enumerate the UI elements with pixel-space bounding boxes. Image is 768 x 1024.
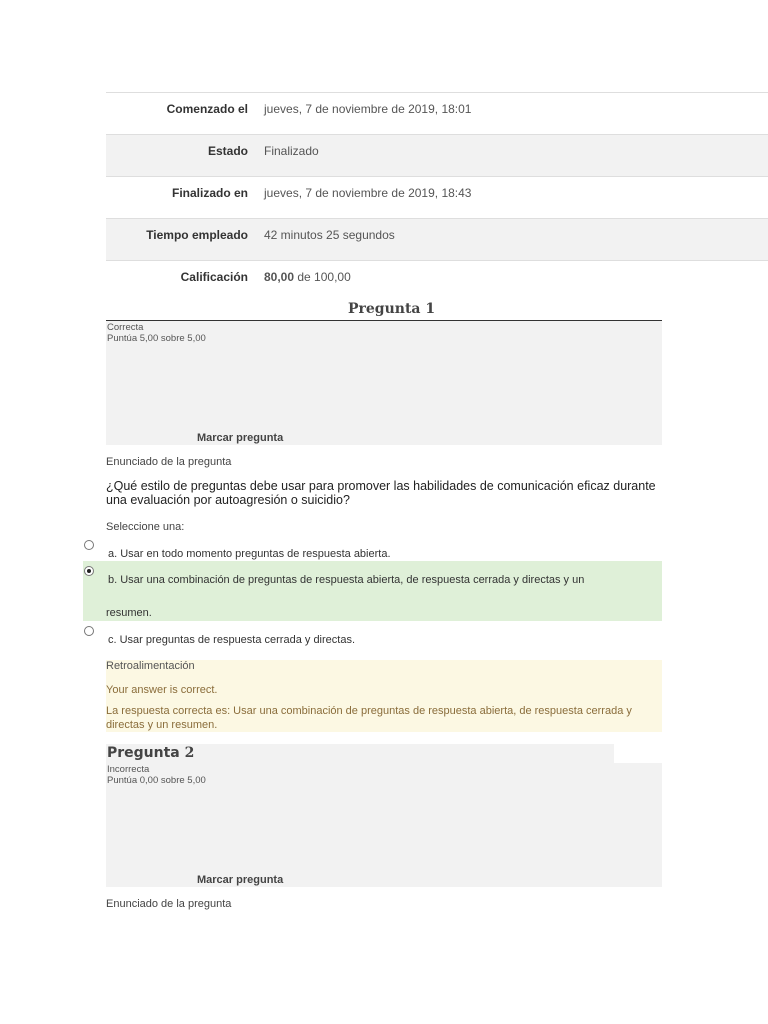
attempt-summary-table (106, 92, 768, 302)
summary-key: Comenzado el (166, 102, 248, 116)
summary-value: 42 minutos 25 segundos (264, 228, 395, 242)
question-text: ¿Qué estilo de preguntas debe usar para promover las habilidades de comunicación eficaz durante una evaluación por autoagresión o suicidio? (106, 479, 656, 507)
option-b-correct-highlight (83, 561, 662, 621)
question-2-title (107, 745, 194, 761)
feedback-panel (106, 660, 662, 732)
option-c-radio[interactable] (84, 626, 94, 636)
option-a-label[interactable]: a. Usar en todo momento preguntas de respuesta abierta. (108, 548, 391, 560)
question-2-info (106, 763, 662, 887)
question-number: 1 (425, 301, 436, 317)
statement-label: Enunciado de la pregunta (106, 456, 232, 468)
summary-value: Finalizado (264, 144, 319, 158)
feedback-correct-answer: La respuesta correcta es: Usar una combinación de preguntas de respuesta abierta, de respuesta cerrada y (106, 705, 632, 717)
flag-question-link[interactable]: Marcar pregunta (197, 432, 284, 444)
summary-key: Estado (207, 144, 248, 158)
summary-row-grade (106, 260, 768, 302)
feedback-correct-answer-continued: directas y un resumen. (106, 719, 218, 731)
summary-row-time (106, 218, 768, 260)
question-title-word: Pregunta (348, 301, 421, 317)
option-b-radio[interactable] (84, 566, 94, 576)
grade-total: de 100,00 (294, 270, 351, 284)
select-one-prompt: Seleccione una: (106, 521, 185, 533)
question-1-title (348, 301, 435, 317)
summary-key: Finalizado en (171, 186, 248, 200)
grade-score: 80,00 (264, 270, 295, 284)
summary-row-state (106, 134, 768, 176)
option-b-label[interactable]: b. Usar una combinación de preguntas de respuesta abierta, de respuesta cerrada y directas y un (108, 574, 585, 586)
question-title-word: Pregunta (107, 745, 180, 761)
summary-key: Tiempo empleado (146, 228, 248, 242)
question-grade: Puntúa 0,00 sobre 5,00 (107, 775, 206, 786)
question-1-info (106, 321, 662, 445)
summary-value: jueves, 7 de noviembre de 2019, 18:43 (264, 186, 472, 200)
summary-row-started (106, 92, 768, 134)
feedback-result: Your answer is correct. (106, 684, 218, 696)
statement-label: Enunciado de la pregunta (106, 898, 232, 910)
question-grade: Puntúa 5,00 sobre 5,00 (107, 333, 206, 344)
option-b-label-continued[interactable]: resumen. (106, 607, 152, 619)
summary-key: Calificación (180, 270, 248, 284)
question-number: 2 (184, 745, 195, 761)
summary-value: jueves, 7 de noviembre de 2019, 18:01 (264, 102, 472, 116)
option-a-radio[interactable] (84, 540, 94, 550)
summary-row-finished (106, 176, 768, 218)
question-state: Correcta (107, 322, 144, 333)
feedback-title: Retroalimentación (106, 660, 195, 672)
question-state: Incorrecta (107, 764, 150, 775)
flag-question-link[interactable]: Marcar pregunta (197, 874, 284, 886)
option-c-label[interactable]: c. Usar preguntas de respuesta cerrada y directas. (108, 634, 356, 646)
summary-value (248, 261, 351, 284)
